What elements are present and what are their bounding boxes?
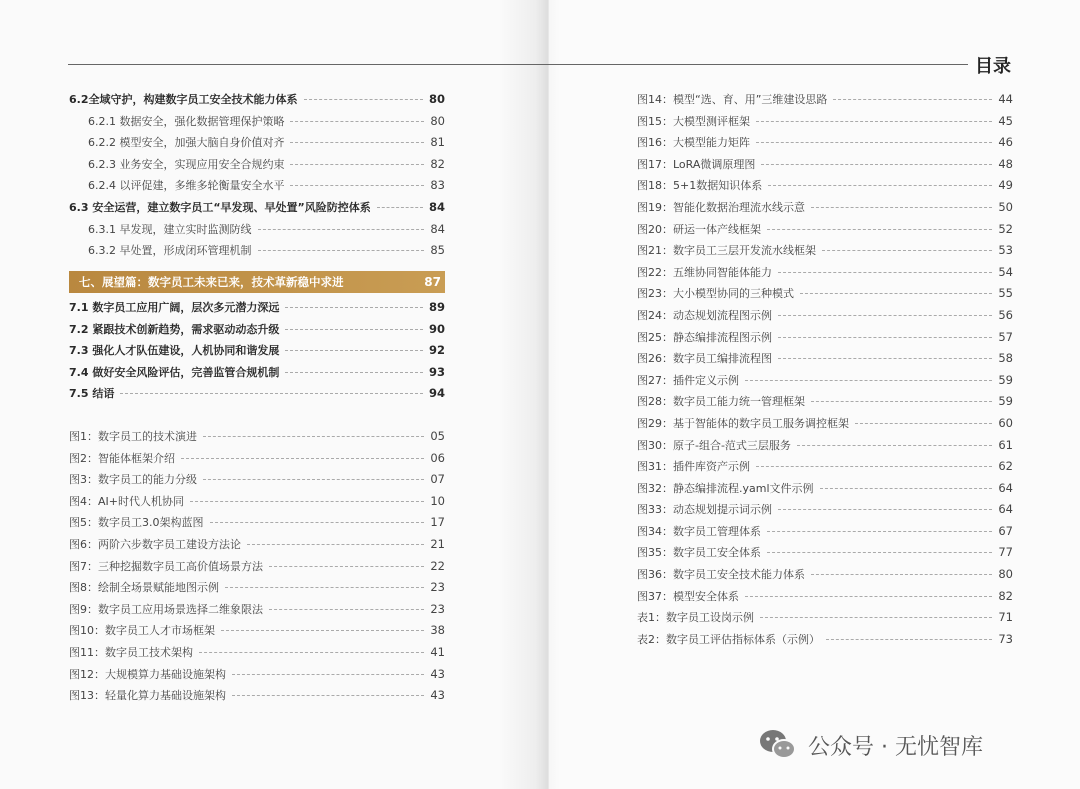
toc-entry-title: 6.2.2 模型安全，加强大脑自身价值对齐 [88,136,285,150]
toc-entry[interactable] [69,687,445,709]
toc-entry-page: 64 [998,502,1013,517]
toc-entry-title: 图18：5+1数据知识体系 [637,179,763,193]
leader-dots [247,544,424,545]
top-rule-right [540,64,968,65]
leader-dots [181,458,424,459]
leader-dots [745,596,992,597]
toc-heading: 目录 [975,56,1011,77]
toc-entry-title: 6.3 安全运营，建立数字员工“早发现、早处置”风险防控体系 [69,200,371,214]
toc-entry-page: 90 [428,321,445,336]
toc-entry-title: 7.4 做好安全风险评估，完善监管合规机制 [69,365,280,379]
leader-dots [203,479,424,480]
toc-entry[interactable] [69,321,445,343]
toc-entry-page: 50 [998,199,1013,214]
toc-entry[interactable] [637,199,1013,221]
leader-dots [232,674,424,675]
toc-entry-page: 84 [430,221,445,236]
leader-dots [756,142,992,143]
leader-dots [778,272,992,273]
leader-dots [269,566,424,567]
leader-dots [761,164,992,165]
toc-entry-title: 表1：数字员工设岗示例 [637,611,754,625]
toc-entry-page: 49 [998,178,1013,193]
leader-dots [767,531,992,532]
toc-entry[interactable] [69,536,445,558]
toc-entry-title: 图23：大小模型协同的三种模式 [637,287,794,301]
toc-entry-title: 图27：插件定义示例 [637,373,739,387]
toc-entry-page: 56 [998,307,1013,322]
book-gutter [500,0,560,789]
toc-entry-page: 58 [998,351,1013,366]
toc-entry-title: 图7：三种挖掘数字员工高价值场景方法 [69,559,263,573]
toc-entry[interactable] [637,566,1013,588]
leader-dots [290,164,424,165]
toc-entry-page: 85 [430,243,445,258]
leader-dots [258,229,425,230]
toc-entry-title: 图12：大规模算力基础设施架构 [69,667,226,681]
toc-entry-title: 6.2.4 以评促建，多维多轮衡量安全水平 [88,179,285,193]
leader-dots [778,509,992,510]
toc-sections-7 [69,299,445,407]
toc-sections-6 [69,91,445,264]
toc-entry[interactable] [69,644,445,666]
toc-entry-page: 62 [998,459,1013,474]
toc-entry[interactable] [637,523,1013,545]
toc-entry-page: 94 [428,386,445,401]
toc-entry-page: 45 [998,113,1013,128]
toc-entry-page: 89 [428,300,445,314]
toc-entry-page: 82 [430,156,445,171]
toc-entry-title: 图32：静态编排流程.yaml文件示例 [637,481,814,495]
toc-entry-title: 7.2 紧跟技术创新趋势，需求驱动动态升级 [69,322,280,336]
toc-entry-page: 84 [428,199,445,214]
toc-entry-page: 44 [998,92,1013,106]
leader-dots [756,466,992,467]
toc-entry-title: 图11：数字员工技术架构 [69,645,193,659]
toc-entry-title: 图1：数字员工的技术演进 [69,430,197,443]
toc-entry-page: 22 [430,558,445,573]
leader-dots [833,99,992,100]
toc-entry[interactable] [637,501,1013,523]
leader-dots [768,185,992,186]
toc-entry[interactable] [69,514,445,536]
toc-entry[interactable] [69,450,445,472]
leader-dots [760,617,992,618]
toc-entry[interactable] [637,285,1013,307]
toc-entry-title: 图35：数字员工安全体系 [637,546,761,560]
toc-entry-page: 83 [430,178,445,193]
toc-entry[interactable] [637,458,1013,480]
leader-dots [225,587,424,588]
toc-entry[interactable] [637,588,1013,610]
leader-dots [778,337,992,338]
toc-entry-page: 71 [998,610,1013,625]
toc-entry[interactable] [637,480,1013,502]
toc-entry-title: 图10：数字员工人才市场框架 [69,624,215,638]
toc-entry-title: 图5：数字员工3.0架构蓝图 [69,516,204,530]
chapter-banner-title: 七、展望篇：数字员工未来已来，技术革新稳中求进 [79,275,344,289]
toc-entry-title: 图22：五维协同智能体能力 [637,265,772,279]
leader-dots [290,121,424,122]
watermark-text: 公众号 · 无忧智库 [808,734,983,760]
toc-entry-title: 图3：数字员工的能力分级 [69,473,197,487]
toc-entry-title: 6.3.2 早处置，形成闭环管理机制 [88,244,252,258]
toc-entry-page: 92 [428,343,445,358]
toc-entry[interactable] [69,199,445,221]
leader-dots [778,315,992,316]
toc-entry-title: 6.2.3 业务安全，实现应用安全合规约束 [88,157,285,171]
toc-entry-title: 图15：大模型测评框架 [637,114,750,128]
toc-entry-title: 图29：基于智能体的数字员工服务调控框架 [637,416,849,430]
toc-entry-page: 59 [998,372,1013,387]
leader-dots [811,207,992,208]
toc-entry-page: 46 [998,135,1013,150]
toc-entry-page: 21 [430,536,445,551]
toc-entry[interactable] [69,221,445,243]
toc-entry-page: 93 [428,364,445,379]
toc-entry-page: 64 [998,480,1013,495]
toc-entry[interactable] [69,91,445,113]
toc-entry[interactable] [69,666,445,688]
leader-dots [756,121,992,122]
toc-entry-page: 60 [998,415,1013,430]
leader-dots [745,380,992,381]
toc-entry-title: 图28：数字员工能力统一管理框架 [637,395,805,409]
toc-entry-page: 23 [430,580,445,595]
toc-entry-title: 图34：数字员工管理体系 [637,524,761,538]
toc-entry-title: 图19：智能化数据治理流水线示意 [637,200,805,214]
toc-entry-title: 图21：数字员工三层开发流水线框架 [637,244,816,258]
leader-dots [269,609,424,610]
toc-entry[interactable] [637,242,1013,264]
leader-dots [811,574,992,575]
toc-entry-title: 6.2.1 数据安全，强化数据管理保护策略 [88,114,285,128]
toc-entry[interactable] [69,622,445,644]
toc-entry[interactable] [69,579,445,601]
toc-entry-page: 07 [430,472,445,487]
toc-entry-title: 7.5 结语 [69,387,115,401]
top-rule-left [68,64,540,65]
toc-entry[interactable] [637,544,1013,566]
toc-entry-page: 80 [428,92,445,106]
toc-entry-page: 53 [998,243,1013,258]
leader-dots [797,445,992,446]
toc-figures-right [637,91,1013,652]
toc-entry-page: 59 [998,394,1013,409]
toc-entry[interactable] [69,385,445,407]
toc-entry-title: 图4：AI+时代人机协同 [69,494,184,508]
leader-dots [285,350,423,351]
toc-entry[interactable] [69,493,445,515]
leader-dots [304,99,423,100]
toc-entry[interactable] [637,350,1013,372]
toc-entry-page: 80 [430,113,445,128]
toc-entry-page: 61 [998,437,1013,452]
toc-entry-title: 图6：两阶六步数字员工建设方法论 [69,537,241,551]
toc-entry[interactable] [69,113,445,135]
leader-dots [232,695,424,696]
toc-entry-page: 67 [998,523,1013,538]
toc-entry[interactable] [637,415,1013,437]
toc-entry[interactable] [69,156,445,178]
leader-dots [826,639,992,640]
toc-entry-title: 6.2全域守护，构建数字员工安全技术能力体系 [69,93,298,106]
toc-entry-title: 图20：研运一体产线框架 [637,222,761,236]
toc-entry-title: 图37：模型安全体系 [637,589,739,603]
toc-entry-title: 7.3 强化人才队伍建设，人机协同和谐发展 [69,344,280,358]
toc-entry[interactable] [637,631,1013,653]
toc-entry[interactable] [637,156,1013,178]
toc-entry-page: 06 [430,450,445,465]
toc-entry[interactable] [637,264,1013,286]
wechat-icon [758,728,798,762]
toc-entry-page: 77 [998,545,1013,560]
toc-entry-title: 6.3.1 早发现，建立实时监测防线 [88,222,252,236]
toc-entry[interactable] [69,134,445,156]
leader-dots [855,423,992,424]
toc-entry-page: 52 [998,221,1013,236]
toc-entry[interactable] [69,242,445,264]
toc-entry-title: 7.1 数字员工应用广阔，层次多元潜力深远 [69,301,280,314]
toc-entry-title: 图36：数字员工安全技术能力体系 [637,568,805,582]
toc-entry-title: 表2：数字员工评估指标体系（示例） [637,632,820,646]
toc-entry-title: 图13：轻量化算力基础设施架构 [69,689,226,703]
toc-entry[interactable] [637,113,1013,135]
leader-dots [767,552,992,553]
toc-entry[interactable] [637,609,1013,631]
toc-entry-page: 82 [998,588,1013,603]
toc-entry[interactable] [637,393,1013,415]
leader-dots [190,501,424,502]
toc-entry-page: 23 [430,601,445,616]
leader-dots [285,372,423,373]
toc-entry-page: 43 [430,666,445,681]
toc-entry-page: 17 [430,515,445,530]
leader-dots [820,488,993,489]
leader-dots [221,630,424,631]
toc-entry-title: 图2：智能体框架介绍 [69,451,175,465]
leader-dots [258,250,425,251]
toc-entry[interactable] [637,221,1013,243]
leader-dots [822,250,992,251]
toc-entry[interactable] [69,364,445,386]
toc-entry-title: 图16：大模型能力矩阵 [637,136,750,150]
toc-entry-page: 57 [998,329,1013,344]
toc-entry[interactable] [69,177,445,199]
toc-entry[interactable] [69,342,445,364]
leader-dots [285,307,423,308]
leader-dots [778,358,992,359]
toc-figures-left [69,428,445,709]
toc-entry-title: 图30：原子-组合-范式三层服务 [637,438,791,452]
toc-entry[interactable] [637,372,1013,394]
toc-entry-title: 图31：插件库资产示例 [637,460,750,474]
toc-entry-title: 图17：LoRA微调原理图 [637,157,756,171]
toc-entry-page: 41 [430,644,445,659]
leader-dots [285,329,423,330]
toc-entry[interactable] [637,134,1013,156]
toc-entry-page: 05 [430,429,445,443]
toc-entry[interactable] [637,91,1013,113]
toc-entry-title: 图26：数字员工编排流程图 [637,352,772,366]
toc-entry[interactable] [637,307,1013,329]
toc-entry-page: 43 [430,688,445,703]
toc-entry-page: 81 [430,135,445,150]
toc-entry[interactable] [69,558,445,580]
leader-dots [800,293,992,294]
leader-dots [210,522,425,523]
toc-entry-page: 80 [998,567,1013,582]
leader-dots [120,393,423,394]
toc-entry-page: 38 [430,623,445,638]
toc-entry[interactable] [637,329,1013,351]
watermark [758,728,983,762]
toc-entry[interactable] [69,601,445,623]
toc-entry-title: 图33：动态规划提示词示例 [637,503,772,517]
toc-entry[interactable] [637,177,1013,199]
leader-dots [290,142,424,143]
leader-dots [203,436,424,437]
toc-entry[interactable] [69,428,445,450]
toc-entry[interactable] [69,471,445,493]
leader-dots [767,229,992,230]
chapter-banner[interactable] [69,271,445,293]
leader-dots [377,207,423,208]
toc-entry-page: 73 [998,631,1013,646]
leader-dots [811,401,992,402]
toc-entry-title: 图24：动态规划流程图示例 [637,308,772,322]
leader-dots [199,652,424,653]
toc-entry-page: 10 [430,493,445,508]
toc-entry-page: 55 [998,286,1013,301]
toc-entry[interactable] [69,299,445,321]
toc-entry-title: 图25：静态编排流程图示例 [637,330,772,344]
toc-entry-page: 54 [998,264,1013,279]
chapter-banner-page: 87 [424,275,441,289]
toc-entry-page: 48 [998,156,1013,171]
toc-entry-title: 图8：绘制全场景赋能地图示例 [69,581,219,595]
toc-entry-title: 图9：数字员工应用场景选择二维象限法 [69,602,263,616]
toc-entry-title: 图14：模型“选、育、用”三维建设思路 [637,93,828,106]
toc-entry[interactable] [637,437,1013,459]
leader-dots [290,185,424,186]
